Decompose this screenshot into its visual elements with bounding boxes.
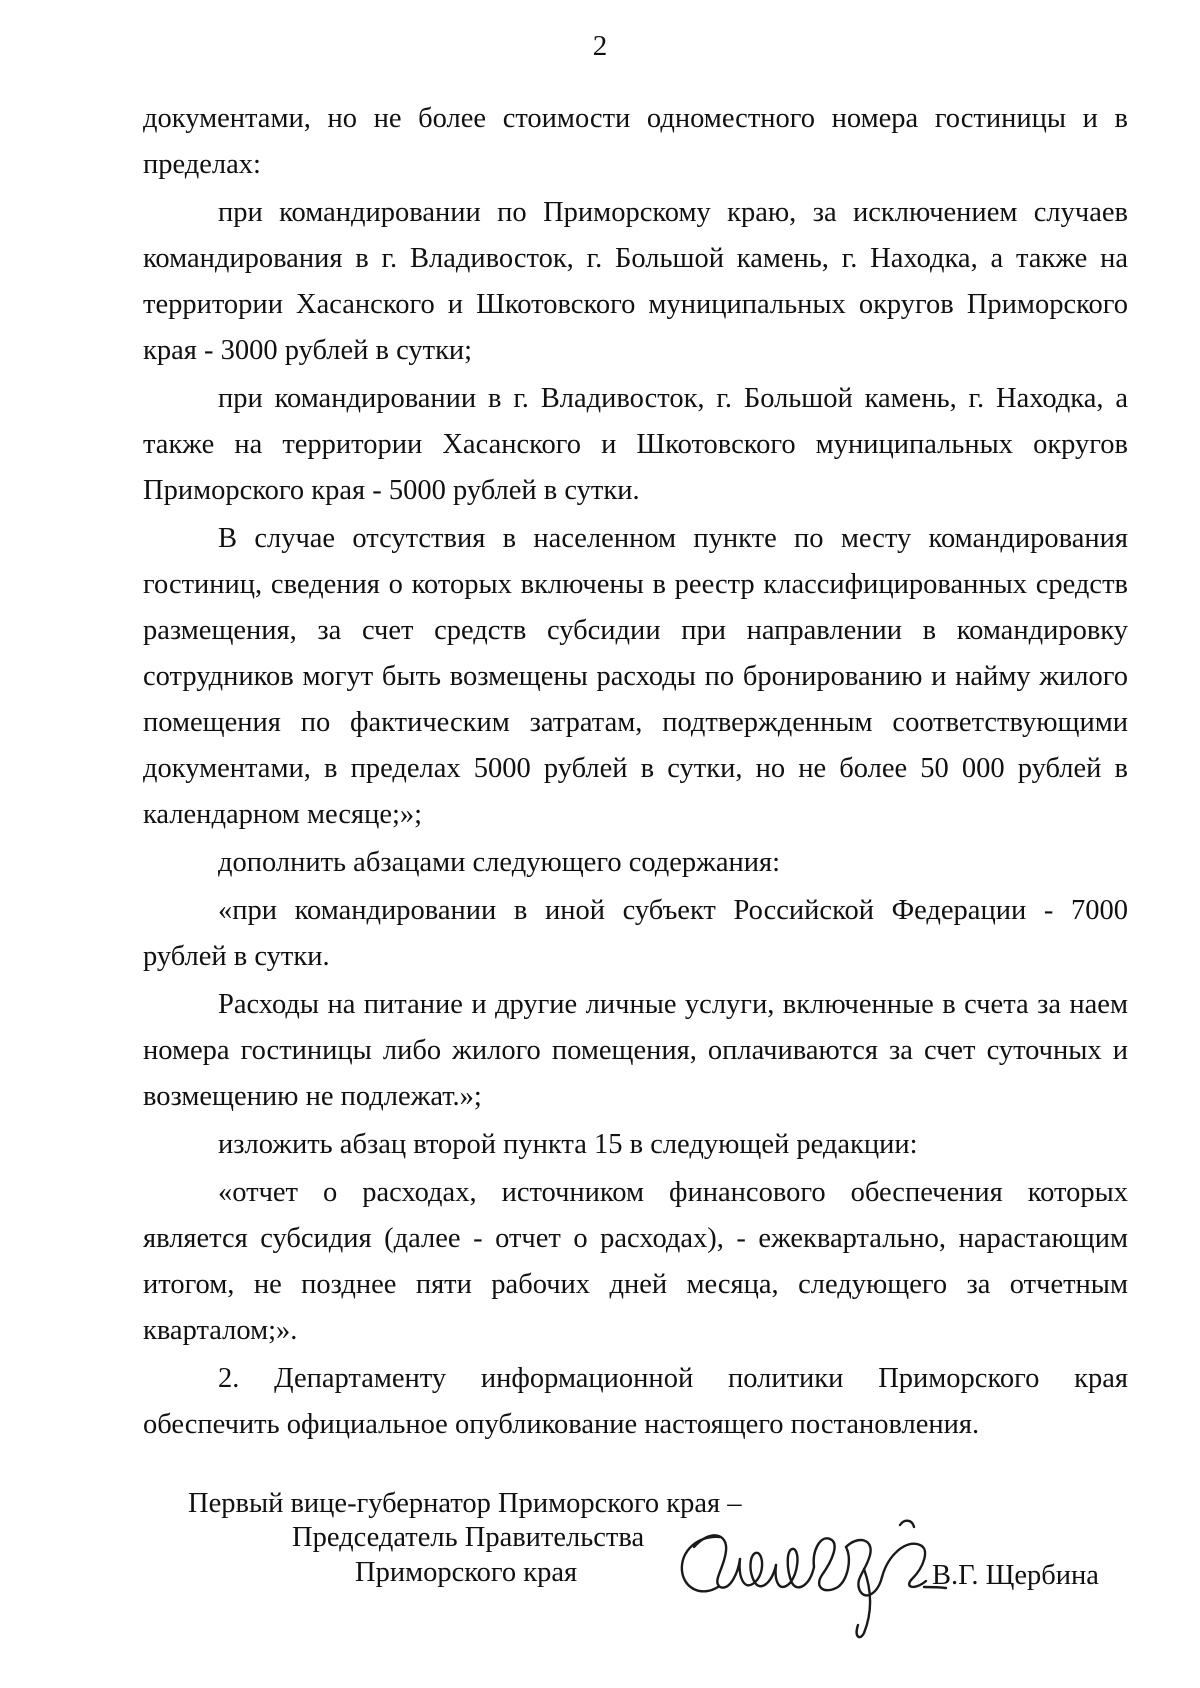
- paragraph-other-region-rate: «при командировании в иной субъект Российской Федерации - 7000 рублей в сутки.: [143, 895, 1128, 972]
- paragraph-expense-report: «отчет о расходах, источником финансового обеспечения которых является субсидия (далее - отчет о расходах), - ежеквартально, нарастающим итогом, не позднее пяти рабочих дней месяца, следующего за отчетным кварталом;».: [143, 1177, 1128, 1346]
- signer-position-line-2: Председатель Правительства: [292, 1522, 645, 1553]
- paragraph-no-hotel-case: В случае отсутствия в населенном пункте по месту командирования гостиниц, сведения о которых включены в реестр классифицированных средств размещения, за счет средств субсидии при направлении в командировку сотрудников могут быть возмещены расходы по бронированию и найму жилого помещения по фактическим затратам, подтвержденным соответствующими документами, в пределах 5000 рублей в сутки, но не более 50 000 рублей в календарном месяце;»;: [143, 523, 1128, 830]
- signature-block: [0, 1487, 1200, 1647]
- signer-name: В.Г. Щербина: [932, 1560, 1099, 1591]
- signer-position-line-3: Приморского края: [355, 1557, 578, 1588]
- paragraph-point-15-intro: изложить абзац второй пункта 15 в следующей редакции:: [218, 1129, 918, 1160]
- paragraph-vladivostok-rate: при командировании в г. Владивосток, г. Большой камень, г. Находка, а также на территории Хасанского и Шкотовского муниципальных округов Приморского края - 5000 рублей в сутки.: [143, 383, 1128, 506]
- paragraph-amendment-intro: дополнить абзацами следующего содержания:: [218, 847, 781, 878]
- document-body: [143, 96, 1128, 1448]
- signer-position-line-1: Первый вице-губернатор Приморского края –: [188, 1488, 742, 1519]
- paragraph-continuation: документами, но не более стоимости одноместного номера гостиницы и в пределах:: [143, 103, 1128, 180]
- paragraph-personal-expenses: Расходы на питание и другие личные услуги, включенные в счета за наем номера гостиницы либо жилого помещения, оплачиваются за счет суточных и возмещению не подлежат.»;: [143, 989, 1128, 1112]
- handwritten-signature: [668, 1495, 948, 1645]
- paragraph-publication-order: 2. Департаменту информационной политики Приморского края обеспечить официальное опубликование настоящего постановления.: [143, 1363, 1128, 1440]
- paragraph-primorsky-rate: при командировании по Приморскому краю, за исключением случаев командирования в г. Владивосток, г. Большой камень, г. Находка, а также на территории Хасанского и Шкотовского муниципальных округов Приморского края - 3000 рублей в сутки;: [143, 197, 1128, 366]
- page-number: 2: [592, 30, 608, 62]
